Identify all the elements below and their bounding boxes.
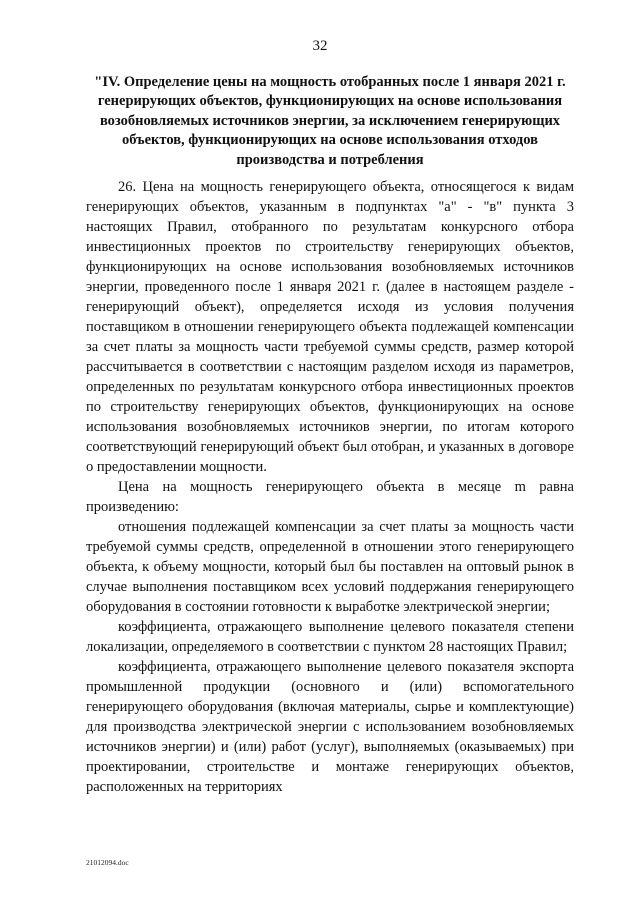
page-number: 32 [312,38,328,54]
paragraph-export-item: коэффициента, отражающего выполнение целевого показателя экспорта промышленной продукции (основного и (или) вспомогательного генерирующего оборудования (включая материалы, сырье и комплектующие) для производства электрической энергии с использованием возобновляемых источников энергии) и (или) работ (услуг), выполняемых (оказываемых) при проектировании, строительстве и монтаже генерирующих объектов, расположенных на территориях [86,659,574,795]
paragraph-price-formula: Цена на мощность генерирующего объекта в месяце m равна произведению: [86,479,574,515]
section-heading: "IV. Определение цены на мощность отобранных после 1 января 2021 г. генерирующих объектов, функционирующих на основе использования возобновляемых источников энергии, за исключением генерирующих объектов, функционирующих на основе использования отходов производства и потребления [94,74,566,168]
paragraph-localization-item: коэффициента, отражающего выполнение целевого показателя степени локализации, определяемого в соответствии с пунктом 28 настоящих Правил; [86,619,574,655]
paragraph-26: 26. Цена на мощность генерирующего объекта, относящегося к видам генерирующих объектов, указанным в подпунктах "а" - "в" пункта 3 настоящих Правил, отобранного по результатам конкурсного отбора инвестиционных проектов по строительству генерирующих объектов, функционирующих на основе использования возобновляемых источников энергии, проведенного после 1 января 2021 г. (далее в настоящем разделе - генерирующий объект), определяется исходя из условия получения поставщиком в отношении генерирующего объекта подлежащей компенсации за счет платы за мощность части требуемой суммы средств, размер которой рассчитывается в соответствии с настоящим разделом исходя из параметров, определенных по результатам конкурсного отбора инвестиционных проектов по строительству генерирующих объектов, функционирующих на основе использования возобновляемых источников энергии, по итогам которого соответствующий генерирующий объект был отобран, и указанных в договоре о предоставлении мощности. [86,179,574,475]
footer-file-name: 21012094.doc [86,858,129,867]
paragraph-ratio-item: отношения подлежащей компенсации за счет платы за мощность части требуемой суммы средств, определенной в отношении этого генерирующего объекта, к объему мощности, который был бы поставлен на оптовый рынок в случае выполнения поставщиком всех условий поддержания генерирующего оборудования в состоянии готовности к выработке электрической энергии; [86,519,574,615]
document-body [86,177,574,797]
